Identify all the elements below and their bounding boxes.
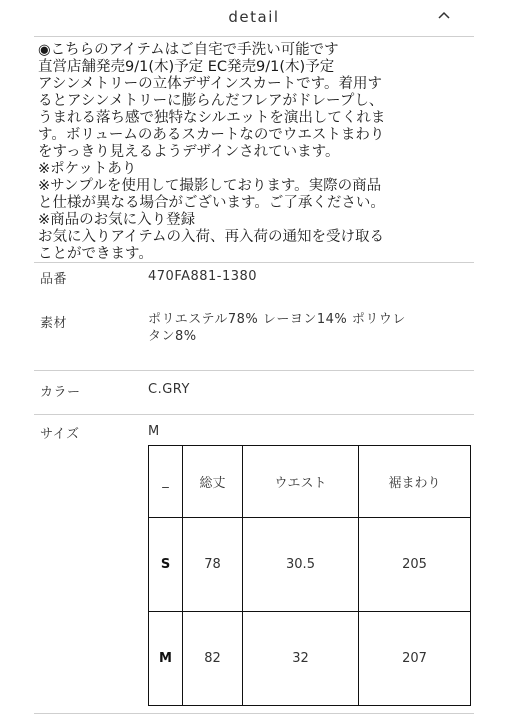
product-number-value: 470FA881-1380 (148, 269, 258, 284)
description-line: ◉こちらのアイテムはご自宅で手洗い可能です (38, 42, 339, 58)
table-row (149, 612, 471, 706)
color-divider (34, 414, 474, 415)
description-line: アシンメトリーの立体デザインスカートです。着用す (38, 76, 383, 92)
description-line: うまれる落ち感で独特なシルエットを演出してくれま (38, 110, 386, 126)
product-description (38, 42, 474, 263)
description-line: るとアシンメトリーに膨らんだフレアがドレープし、 (38, 93, 384, 109)
table-cell: 78 (183, 518, 243, 612)
row-size-label: S (149, 518, 183, 612)
table-cell: 207 (359, 612, 471, 706)
table-cell: 82 (183, 612, 243, 706)
column-header-waist: ウエスト (243, 446, 359, 518)
description-line: と仕様が異なる場合がございます。ご了承ください。 (38, 195, 385, 211)
table-cell: 205 (359, 518, 471, 612)
chevron-up-icon[interactable] (436, 7, 452, 23)
description-line: す。ボリュームのあるスカートなのでウエストまわり (38, 127, 385, 143)
material-divider (34, 370, 474, 371)
table-corner-cell: _ (149, 446, 183, 518)
table-cell: 32 (243, 612, 359, 706)
description-line: ※サンプルを使用して撮影しております。実際の商品 (38, 178, 382, 194)
size-label: サイズ (40, 427, 80, 442)
column-header-length: 総丈 (183, 446, 243, 518)
color-label: カラー (40, 385, 81, 400)
size-value: M (148, 424, 160, 439)
column-header-hem: 裾まわり (359, 446, 471, 518)
table-row (149, 518, 471, 612)
description-line: ※ポケットあり (38, 161, 137, 177)
description-line: お気に入りアイテムの入荷、再入荷の通知を受け取る (38, 229, 384, 245)
detail-section-header[interactable] (34, 0, 474, 36)
row-size-label: M (149, 612, 183, 706)
description-line: ことができます。 (38, 246, 153, 262)
table-cell: 30.5 (243, 518, 359, 612)
detail-title: detail (228, 8, 280, 26)
description-line: ※商品のお気に入り登録 (38, 212, 196, 228)
bottom-divider (34, 713, 474, 714)
header-divider (34, 36, 474, 37)
description-divider (34, 262, 474, 263)
description-line: をすっきり見えるようデザインされています。 (38, 144, 340, 160)
material-value (148, 311, 406, 345)
table-header-row (149, 446, 471, 518)
material-value-line: ポリエステル78% レーヨン14% ポリウレ (148, 312, 406, 327)
product-number-label: 品番 (40, 272, 68, 287)
material-label: 素材 (40, 316, 68, 331)
description-line: 直営店舗発売9/1(木)予定 EC発売9/1(木)予定 (38, 59, 335, 75)
size-table (148, 445, 471, 706)
material-value-line: タン8% (148, 329, 197, 344)
color-value: C.GRY (148, 382, 190, 397)
